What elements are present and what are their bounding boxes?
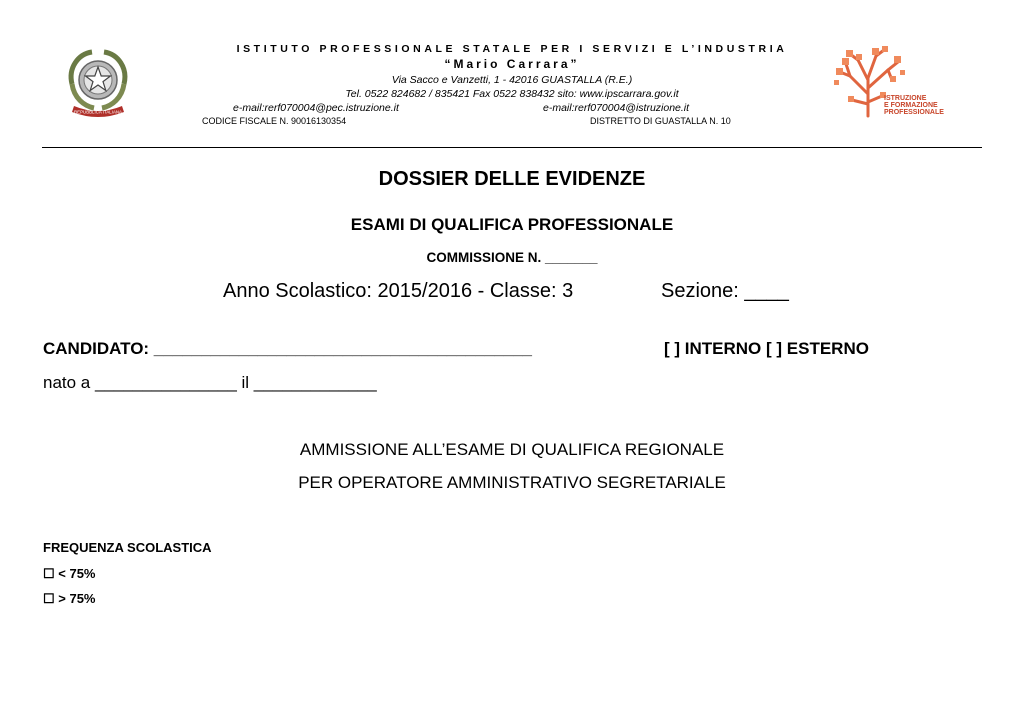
emblem-ribbon-text: REPUBBLICA ITALIANA bbox=[74, 109, 122, 115]
fiscal-code: CODICE FISCALE N. 90016130354 bbox=[202, 116, 347, 126]
school-email: e-mail:rerf070004@istruzione.it bbox=[543, 102, 690, 114]
document-title: DOSSIER DELLE EVIDENZE bbox=[378, 168, 646, 190]
logo-text-line-1: ISTRUZIONE bbox=[884, 95, 927, 102]
logo-text-line-3: PROFESSIONALE bbox=[884, 109, 944, 116]
section-field: Sezione: ____ bbox=[661, 280, 789, 302]
candidate-type-checkboxes: [ ] INTERNO [ ] ESTERNO bbox=[664, 339, 869, 358]
attendance-option-above-75: ☐ > 75% bbox=[43, 591, 96, 606]
logo-text-line-2: E FORMAZIONE bbox=[884, 102, 938, 109]
school-phone-fax-website: Tel. 0522 824682 / 835421 Fax 0522 838432 sito: www.ipscarrara.gov.it bbox=[345, 88, 679, 100]
school-year-class: Anno Scolastico: 2015/2016 - Classe: 3 bbox=[223, 280, 574, 302]
admission-line-2: PER OPERATORE AMMINISTRATIVO SEGRETARIALE bbox=[298, 473, 726, 492]
italian-republic-emblem-icon bbox=[62, 44, 134, 120]
pec-email: e-mail:rerf070004@pec.istruzione.it bbox=[233, 102, 399, 114]
birth-place-date-field: nato a _______________ il _____________ bbox=[43, 373, 377, 392]
document-subtitle: ESAMI DI QUALIFICA PROFESSIONALE bbox=[350, 215, 674, 234]
header-divider bbox=[42, 147, 982, 148]
attendance-title: FREQUENZA SCOLASTICA bbox=[43, 540, 212, 555]
attendance-option-below-75: ☐ < 75% bbox=[43, 566, 96, 581]
school-subname: “Mario Carrara” bbox=[444, 57, 580, 71]
school-address: Via Sacco e Vanzetti, 1 - 42016 GUASTALLA (R.E.) bbox=[391, 74, 633, 86]
commission-number: COMMISSIONE N. _______ bbox=[426, 250, 598, 265]
school-district: DISTRETTO DI GUASTALLA N. 10 bbox=[590, 116, 731, 126]
candidate-field: CANDIDATO: ________________________________________ bbox=[43, 339, 532, 358]
admission-line-1: AMMISSIONE ALL’ESAME DI QUALIFICA REGIONALE bbox=[299, 440, 725, 459]
school-name: ISTITUTO PROFESSIONALE STATALE PER I SERVIZI E L’INDUSTRIA bbox=[236, 43, 788, 55]
